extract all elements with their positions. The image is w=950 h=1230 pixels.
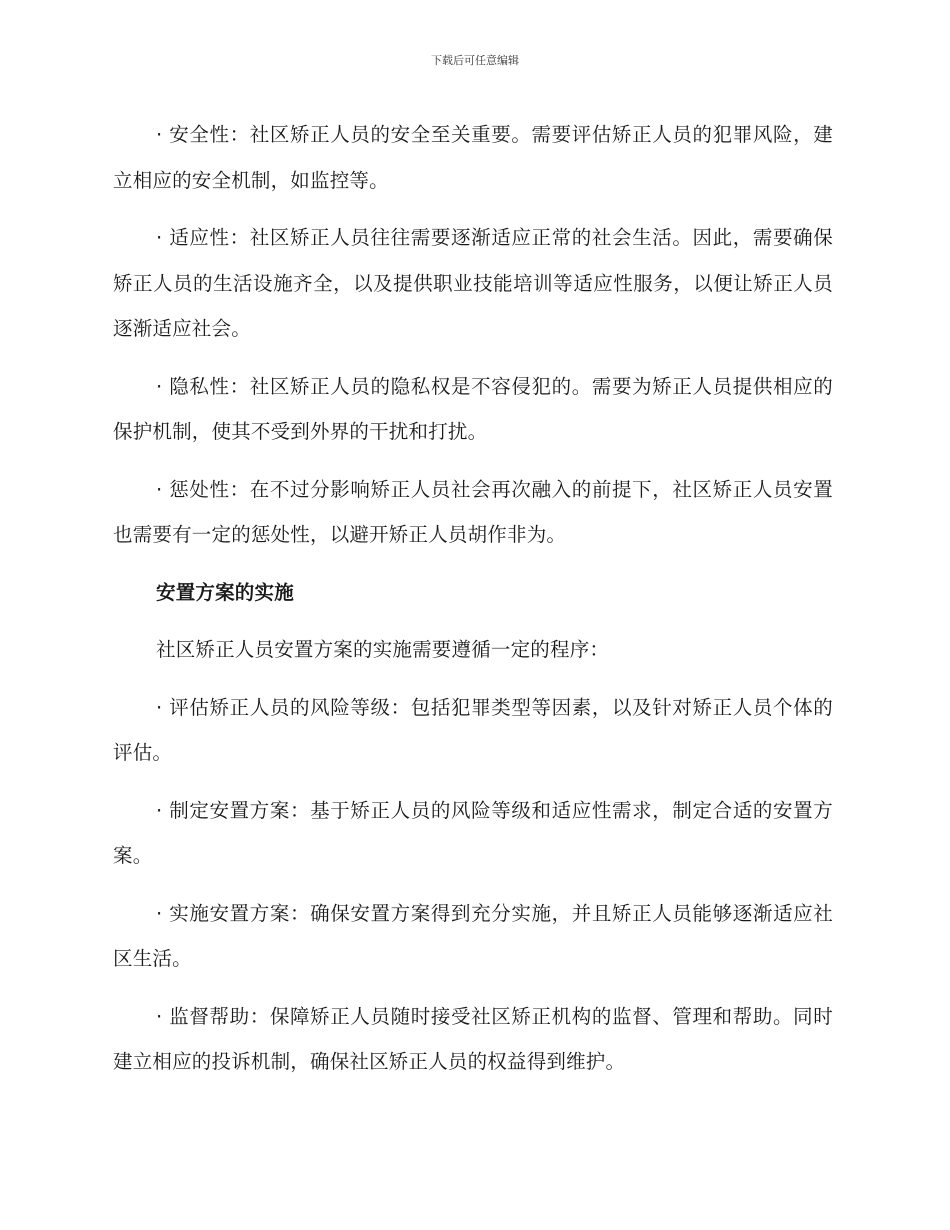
paragraph-punishment: · 惩处性：在不过分影响矫正人员社会再次融入的前提下，社区矫正人员安置也需要有一定的惩处性，以避开矫正人员胡作非为。 [113,477,833,546]
paragraph-privacy: · 隐私性：社区矫正人员的隐私权是不容侵犯的。需要为矫正人员提供相应的保护机制，使其不受到外界的干扰和打扰。 [113,374,833,443]
list-item-supervise-help: · 监督帮助：保障矫正人员随时接受社区矫正机构的监督、管理和帮助。同时建立相应的投诉机制，确保社区矫正人员的权益得到维护。 [113,1004,833,1073]
page-header-note: 下载后可任意编辑 [431,54,519,67]
list-item-implement-plan: · 实施安置方案：确保安置方案得到充分实施，并且矫正人员能够逐渐适应社区生活。 [113,901,833,970]
list-item-make-plan: · 制定安置方案：基于矫正人员的风险等级和适应性需求，制定合适的安置方案。 [113,798,833,867]
document-body [113,112,833,1097]
section-intro: 社区矫正人员安置方案的实施需要遵循一定的程序： [156,638,610,661]
paragraph-adaptability: · 适应性：社区矫正人员往往需要逐渐适应正常的社会生活。因此，需要确保矫正人员的生活设施齐全，以及提供职业技能培训等适应性服务，以便让矫正人员逐渐适应社会。 [113,226,833,340]
paragraph-safety: · 安全性：社区矫正人员的安全至关重要。需要评估矫正人员的犯罪风险，建立相应的安全机制，如监控等。 [113,123,833,192]
section-heading: 安置方案的实施 [156,580,294,604]
list-item-assess-risk: · 评估矫正人员的风险等级：包括犯罪类型等因素，以及针对矫正人员个体的评估。 [113,695,833,764]
